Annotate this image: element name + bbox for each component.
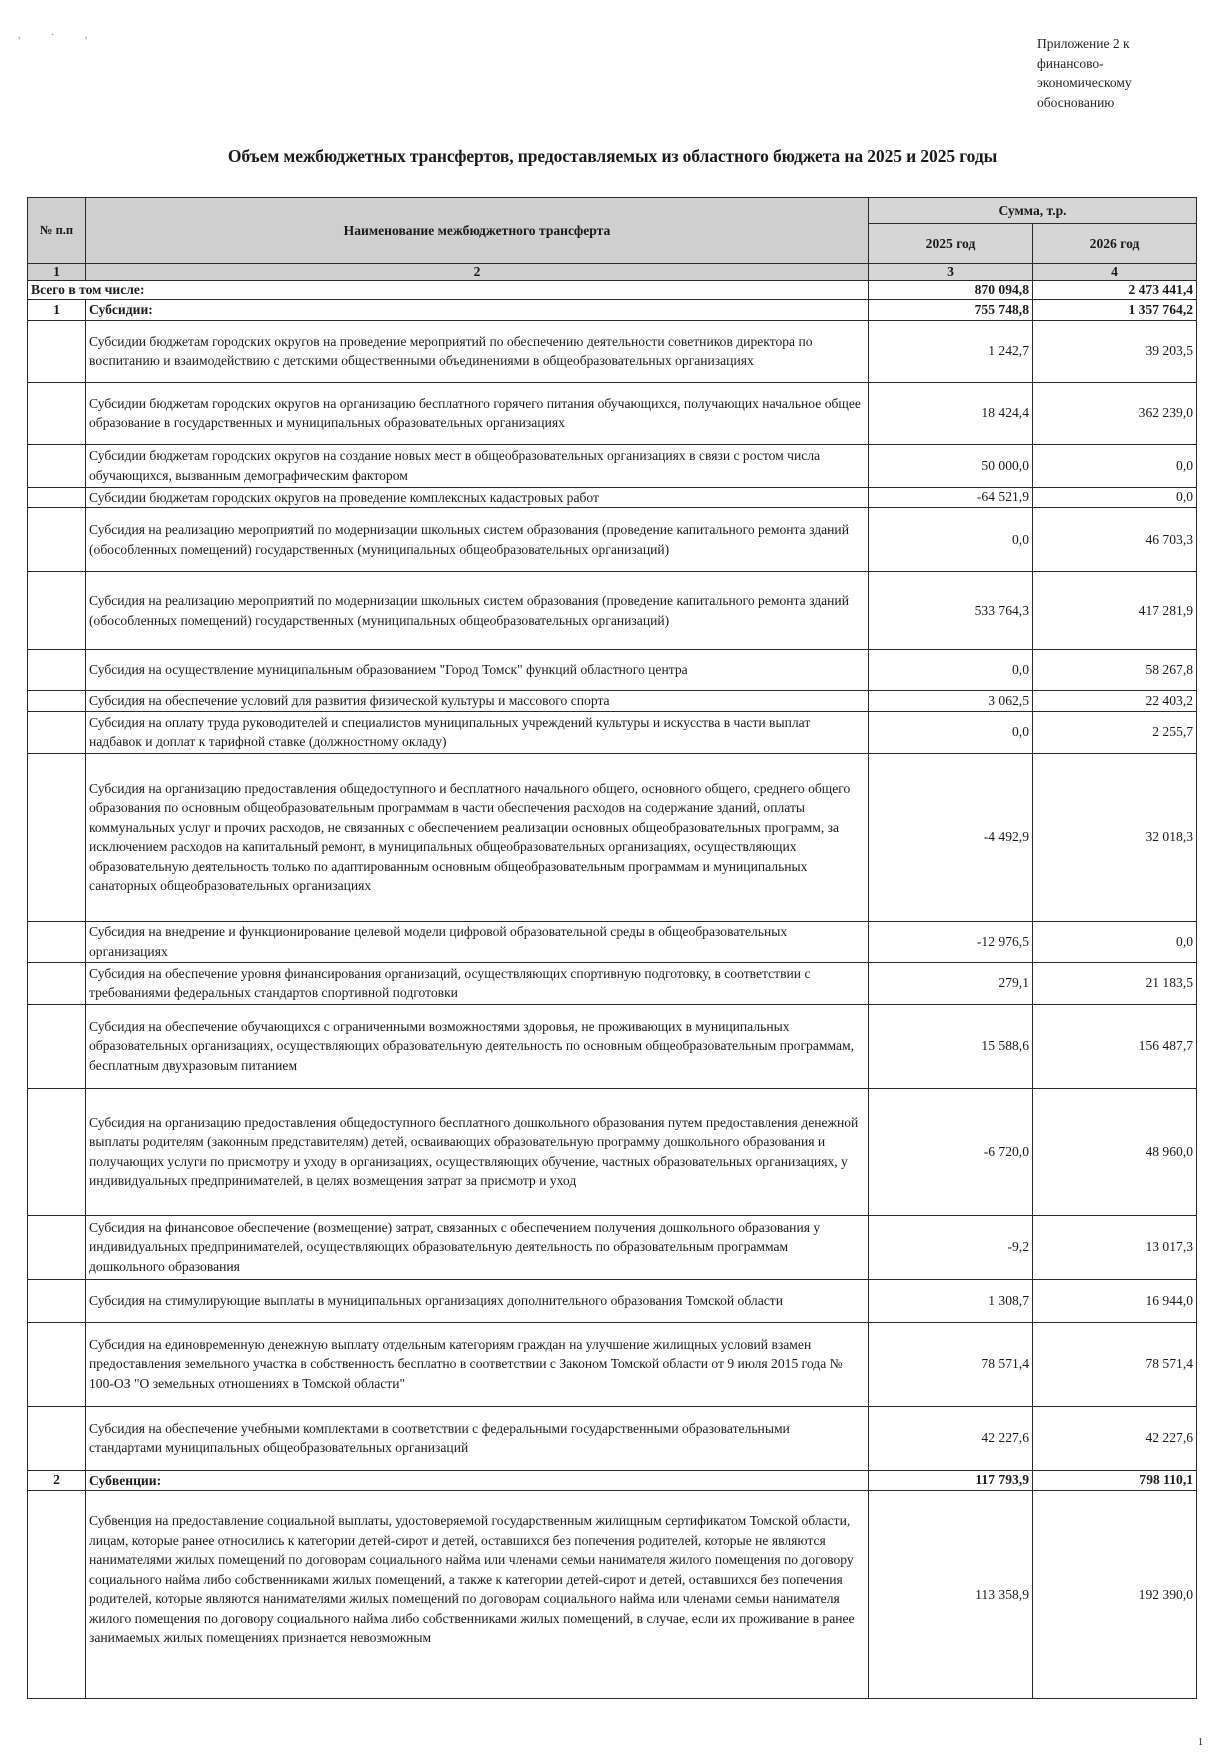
row-2025: -12 976,5: [869, 921, 1033, 962]
row-2025: 0,0: [869, 650, 1033, 691]
table-row: [28, 691, 1197, 712]
col-header-2026: 2026 год: [1033, 224, 1197, 264]
row-2026: 21 183,5: [1033, 962, 1197, 1004]
total-label: Всего в том числе:: [28, 281, 869, 300]
row-2026: 417 281,9: [1033, 572, 1197, 650]
row-2026: 42 227,6: [1033, 1406, 1197, 1470]
row-num: [28, 962, 86, 1004]
row-num: [28, 1004, 86, 1088]
row-num: [28, 1406, 86, 1470]
row-name: Субсидия на финансовое обеспечение (возмещение) затрат, связанных с обеспечением получения дошкольного образования у индивидуальных предпринимателей, осуществляющих образовательную деятельность по образовательным программам дошкольного образования: [86, 1215, 869, 1279]
row-name: Субсидия на организацию предоставления общедоступного бесплатного дошкольного образования путем предоставления денежной выплаты родителям (законным представителям) детей, осваивающих образовательную программу дошкольного образования и получающих услуги по присмотру и уходу в организациях, осуществляющих обучение, частных образовательных организациях, у индивидуальных предпринимателей, в целях возмещения затрат за присмотр и уход: [86, 1088, 869, 1215]
table-row: [28, 572, 1197, 650]
row-2026: 22 403,2: [1033, 691, 1197, 712]
row-num: [28, 1088, 86, 1215]
table-row: [28, 650, 1197, 691]
row-num: [28, 1215, 86, 1279]
row-2025: 42 227,6: [869, 1406, 1033, 1470]
row-name: Субсидия на обеспечение условий для развития физической культуры и массового спорта: [86, 691, 869, 712]
row-num: [28, 508, 86, 572]
table-row: [28, 1088, 1197, 1215]
row-2026: 192 390,0: [1033, 1491, 1197, 1699]
table-row: [28, 711, 1197, 753]
col-header-num: № п.п: [28, 198, 86, 264]
row-2026: 0,0: [1033, 487, 1197, 508]
col-index: 4: [1033, 264, 1197, 281]
row-2026: 2 255,7: [1033, 711, 1197, 753]
col-header-sum: Сумма, т.р.: [869, 198, 1197, 224]
row-2025: 78 571,4: [869, 1322, 1033, 1406]
row-num: [28, 1491, 86, 1699]
row-name: Субсидия на стимулирующие выплаты в муниципальных организациях дополнительного образования Томской области: [86, 1279, 869, 1322]
row-name: Субвенция на предоставление социальной выплаты, удостоверяемой государственным жилищным сертификатом Томской области, лицам, которые ранее относились к категории детей-сирот и детей, оставшихся без попечения родителей, которые не являются нанимателями жилых помещений по договорам социального найма или членами семьи нанимателя жилого помещения по договору социального найма либо собственниками жилых помещений, а также к категории детей-сирот и детей, оставшихся без попечения родителей, которые являются нанимателями жилых помещений по договорам социального найма или членами семьи нанимателя жилого помещения по договору социального найма либо собственниками жилых помещений, в случае, если их проживание в ранее занимаемых жилых помещениях признается невозможным: [86, 1491, 869, 1699]
appendix-line: обоснованию: [1037, 94, 1115, 110]
row-num: [28, 921, 86, 962]
row-2026: 16 944,0: [1033, 1279, 1197, 1322]
row-2025: 0,0: [869, 711, 1033, 753]
row-2025: 18 424,4: [869, 382, 1033, 444]
table-row: [28, 444, 1197, 487]
row-2025: 1 308,7: [869, 1279, 1033, 1322]
row-name: Субсидии бюджетам городских округов на проведение мероприятий по обеспечению деятельности советников директора по воспитанию и взаимодействию с детскими общественными объединениями в общеобразовательных организациях: [86, 320, 869, 382]
table-row: [28, 921, 1197, 962]
row-2026: 58 267,8: [1033, 650, 1197, 691]
row-2026: 362 239,0: [1033, 382, 1197, 444]
table-row: [28, 1406, 1197, 1470]
row-name: Субсидии бюджетам городских округов на создание новых мест в общеобразовательных организациях в связи с ростом числа обучающихся, вызванным демографическим фактором: [86, 444, 869, 487]
header-row-1: [28, 198, 1197, 224]
row-num: [28, 320, 86, 382]
col-header-2025: 2025 год: [869, 224, 1033, 264]
section-2025: 117 793,9: [869, 1470, 1033, 1491]
table-row: [28, 508, 1197, 572]
row-num: [28, 382, 86, 444]
row-num: [28, 1279, 86, 1322]
row-num: [28, 753, 86, 921]
row-2025: 50 000,0: [869, 444, 1033, 487]
page-number: 1: [1198, 1737, 1203, 1748]
row-name: Субсидия на обеспечение обучающихся с ограниченными возможностями здоровья, не проживающих в муниципальных образовательных организациях, осуществляющих образовательную деятельность по основным общеобразовательным программам, бесплатным двухразовым питанием: [86, 1004, 869, 1088]
row-2026: 0,0: [1033, 444, 1197, 487]
table-row: [28, 382, 1197, 444]
total-2025: 870 094,8: [869, 281, 1033, 300]
table-row: [28, 1322, 1197, 1406]
row-name: Субсидия на единовременную денежную выплату отдельным категориям граждан на улучшение жилищных условий взамен предоставления земельного участка в собственность бесплатно в соответствии с Законом Томской области от 9 июля 2015 года № 100-ОЗ "О земельных отношениях в Томской области": [86, 1322, 869, 1406]
row-2025: 533 764,3: [869, 572, 1033, 650]
row-2026: 32 018,3: [1033, 753, 1197, 921]
appendix-line: финансово-: [1037, 55, 1104, 71]
row-num: [28, 572, 86, 650]
row-name: Субсидии бюджетам городских округов на проведение комплексных кадастровых работ: [86, 487, 869, 508]
total-row: [28, 281, 1197, 300]
row-2025: 0,0: [869, 508, 1033, 572]
row-2025: 279,1: [869, 962, 1033, 1004]
section-2026: 1 357 764,2: [1033, 300, 1197, 321]
row-name: Субсидия на внедрение и функционирование целевой модели цифровой образовательной среды в общеобразовательных организациях: [86, 921, 869, 962]
transfers-table: [27, 197, 1197, 1699]
table-row: [28, 1215, 1197, 1279]
row-num: [28, 1322, 86, 1406]
row-name: Субсидия на реализацию мероприятий по модернизации школьных систем образования (проведение капитального ремонта зданий (обособленных помещений) государственных (муниципальных общеобразовательных организаций): [86, 508, 869, 572]
table-row: [28, 320, 1197, 382]
row-2026: 13 017,3: [1033, 1215, 1197, 1279]
row-2026: 156 487,7: [1033, 1004, 1197, 1088]
row-2025: -6 720,0: [869, 1088, 1033, 1215]
table-row: [28, 962, 1197, 1004]
row-2026: 0,0: [1033, 921, 1197, 962]
row-name: Субсидия на осуществление муниципальным образованием "Город Томск" функций областного центра: [86, 650, 869, 691]
row-2025: -9,2: [869, 1215, 1033, 1279]
row-name: Субсидия на обеспечение учебными комплектами в соответствии с федеральными государственными образовательными стандартами муниципальных общеобразовательных организаций: [86, 1406, 869, 1470]
row-name: Субсидия на обеспечение уровня финансирования организаций, осуществляющих спортивную подготовку, в соответствии с требованиями федеральных стандартов спортивной подготовки: [86, 962, 869, 1004]
row-2026: 46 703,3: [1033, 508, 1197, 572]
row-2025: 3 062,5: [869, 691, 1033, 712]
table-row: [28, 753, 1197, 921]
row-name: Субсидия на организацию предоставления общедоступного и бесплатного начального общего, основного общего, среднего общего образования по основным общеобразовательным программам в части обеспечения расходов на содержание зданий, оплаты коммунальных услуг и прочих расходов, не связанных с обеспечением реализации основных общеобразовательных программ, за исключением расходов на капитальный ремонт, в муниципальных общеобразовательных организациях, осуществляющих образовательную деятельность только по адаптированным основным общеобразовательным программам и муниципальных санаторных общеобразовательных организациях: [86, 753, 869, 921]
row-name: Субсидии бюджетам городских округов на организацию бесплатного горячего питания обучающихся, получающих начальное общее образование в государственных и муниципальных образовательных организациях: [86, 382, 869, 444]
row-2025: 15 588,6: [869, 1004, 1033, 1088]
row-name: Субсидия на реализацию мероприятий по модернизации школьных систем образования (проведение капитального ремонта зданий (обособленных помещений) государственных (муниципальных общеобразовательных организаций): [86, 572, 869, 650]
row-2026: 39 203,5: [1033, 320, 1197, 382]
table-row: [28, 1279, 1197, 1322]
col-index: 1: [28, 264, 86, 281]
row-2025: 1 242,7: [869, 320, 1033, 382]
section-2026: 798 110,1: [1033, 1470, 1197, 1491]
section-row-subventions: [28, 1470, 1197, 1491]
row-2025: -64 521,9: [869, 487, 1033, 508]
document-title: Объем межбюджетных трансфертов, предоставляемых из областного бюджета на 2025 и 2025 годы: [227, 146, 998, 166]
section-2025: 755 748,8: [869, 300, 1033, 321]
col-index: 2: [86, 264, 869, 281]
row-2025: -4 492,9: [869, 753, 1033, 921]
row-num: [28, 691, 86, 712]
row-num: [28, 711, 86, 753]
row-2025: 113 358,9: [869, 1491, 1033, 1699]
table-row: [28, 487, 1197, 508]
section-label: Субсидии:: [86, 300, 869, 321]
section-row-subsidies: [28, 300, 1197, 321]
row-num: [28, 650, 86, 691]
table-row: [28, 1491, 1197, 1699]
scan-marks: , · ,: [18, 30, 102, 41]
col-index: 3: [869, 264, 1033, 281]
section-label: Субвенции:: [86, 1470, 869, 1491]
appendix-note: [1037, 34, 1207, 112]
appendix-line: экономическому: [1037, 75, 1132, 90]
row-2026: 78 571,4: [1033, 1322, 1197, 1406]
col-header-name: Наименование межбюджетного трансферта: [86, 198, 869, 264]
section-num: 1: [28, 300, 86, 321]
table-row: [28, 1004, 1197, 1088]
row-num: [28, 487, 86, 508]
row-name: Субсидия на оплату труда руководителей и специалистов муниципальных учреждений культуры и искусства в части выплат надбавок и доплат к тарифной ставке (должностному окладу): [86, 711, 869, 753]
column-index-row: [28, 264, 1197, 281]
row-num: [28, 444, 86, 487]
total-2026: 2 473 441,4: [1033, 281, 1197, 300]
row-2026: 48 960,0: [1033, 1088, 1197, 1215]
appendix-line: Приложение 2 к: [1037, 36, 1130, 51]
section-num: 2: [28, 1470, 86, 1491]
